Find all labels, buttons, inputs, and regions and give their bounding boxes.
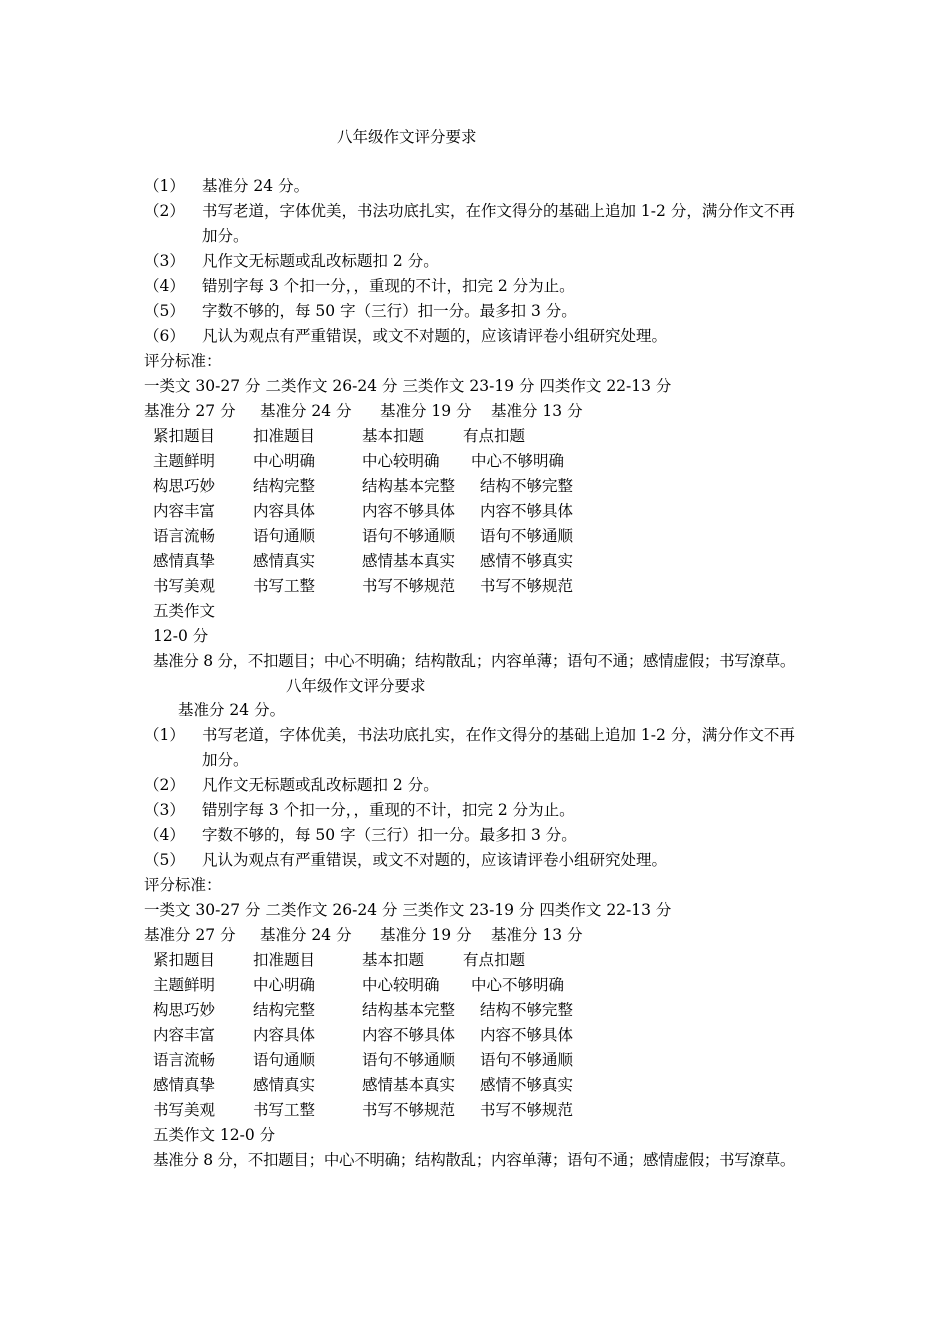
- table-cell: 书写美观: [153, 577, 216, 595]
- item-text: 基准分 24 分。: [202, 177, 310, 195]
- table-row: [153, 1100, 573, 1120]
- section2-base: 基准分 24 分。: [178, 701, 286, 719]
- base-score: 基准分 27 分: [144, 402, 236, 420]
- section1-categories-line: 一类文 30-27 分 二类作文 26-24 分 三类作文 23-19 分 四类作文 22-13 分: [144, 377, 672, 395]
- table-cell: 构思巧妙: [153, 1001, 216, 1019]
- table-cell: 内容丰富: [153, 502, 216, 520]
- table-row: [153, 476, 573, 496]
- item-text: 错别字每 3 个扣一分，，重现的不计，扣完 2 分为止。: [202, 801, 575, 819]
- table-cell: 感情不够真实: [480, 552, 574, 570]
- table-row: [153, 1025, 573, 1045]
- section1-item-6: [144, 326, 667, 346]
- section1-fifth-score: 12-0 分: [153, 627, 209, 645]
- table-cell: 有点扣题: [463, 427, 526, 445]
- base-score: 基准分 27 分: [144, 926, 236, 944]
- table-cell: 扣准题目: [253, 427, 316, 445]
- table-cell: 结构完整: [253, 477, 316, 495]
- table-cell: 书写不够规范: [362, 577, 456, 595]
- section2-categories-line: 一类文 30-27 分 二类作文 26-24 分 三类作文 23-19 分 四类作文 22-13 分: [144, 901, 672, 919]
- table-row: [153, 1000, 573, 1020]
- table-cell: 感情真挚: [153, 1076, 216, 1094]
- section2-item-1: [144, 725, 795, 745]
- section2-fifth-desc: 基准分 8 分，不扣题目；中心不明确；结构散乱；内容单薄；语句不通；感情虚假；书写潦草。: [153, 1151, 796, 1169]
- table-cell: 语言流畅: [153, 1051, 216, 1069]
- table-cell: 书写不够规范: [480, 1101, 574, 1119]
- item-number: （1）: [144, 726, 185, 744]
- table-cell: 语句通顺: [253, 527, 316, 545]
- section2-criteria-label: 评分标准：: [144, 876, 222, 894]
- section1-item-5: [144, 301, 577, 321]
- table-cell: 中心不够明确: [471, 452, 565, 470]
- table-cell: 紧扣题目: [153, 427, 216, 445]
- item-text: 凡作文无标题或乱改标题扣 2 分。: [202, 252, 439, 270]
- table-cell: 内容不够具体: [362, 1026, 456, 1044]
- table-cell: 有点扣题: [463, 951, 526, 969]
- table-cell: 结构基本完整: [362, 477, 456, 495]
- base-score: 基准分 13 分: [491, 402, 583, 420]
- table-cell: 紧扣题目: [153, 951, 216, 969]
- base-score: 基准分 24 分: [260, 402, 352, 420]
- base-score: 基准分 19 分: [380, 402, 472, 420]
- table-cell: 结构不够完整: [480, 477, 574, 495]
- table-cell: 结构完整: [253, 1001, 316, 1019]
- section2-title: 八年级作文评分要求: [286, 677, 426, 695]
- table-cell: 内容丰富: [153, 1026, 216, 1044]
- table-cell: 中心较明确: [362, 976, 440, 994]
- item-number: （1）: [144, 177, 185, 195]
- table-cell: 主题鲜明: [153, 976, 216, 994]
- table-cell: 语句不够通顺: [480, 527, 574, 545]
- section1-item-4: [144, 276, 575, 296]
- table-cell: 感情基本真实: [362, 552, 456, 570]
- base-score: 基准分 19 分: [380, 926, 472, 944]
- section2-item-2: [144, 775, 439, 795]
- table-cell: 书写不够规范: [480, 577, 574, 595]
- section1-item-3: [144, 251, 439, 271]
- table-cell: 主题鲜明: [153, 452, 216, 470]
- table-cell: 语句不够通顺: [480, 1051, 574, 1069]
- table-cell: 语句不够通顺: [362, 1051, 456, 1069]
- table-row: [153, 975, 564, 995]
- section1-fifth-class: 五类作文: [153, 602, 216, 620]
- section2-fifth-line: 五类作文 12-0 分: [153, 1126, 276, 1144]
- table-cell: 内容不够具体: [480, 1026, 574, 1044]
- section1-title: 八年级作文评分要求: [337, 128, 477, 146]
- table-cell: 感情真实: [253, 552, 316, 570]
- table-cell: 语句通顺: [253, 1051, 316, 1069]
- item-number: （5）: [144, 851, 185, 869]
- item-number: （5）: [144, 302, 185, 320]
- item-number: （4）: [144, 826, 185, 844]
- table-row: [153, 1075, 573, 1095]
- table-cell: 书写工整: [253, 577, 316, 595]
- table-row: [153, 526, 573, 546]
- item-text: 凡作文无标题或乱改标题扣 2 分。: [202, 776, 439, 794]
- table-cell: 感情真挚: [153, 552, 216, 570]
- table-cell: 构思巧妙: [153, 477, 216, 495]
- item-text: 错别字每 3 个扣一分，，重现的不计，扣完 2 分为止。: [202, 277, 575, 295]
- item-text: 书写老道，字体优美，书法功底扎实，在作文得分的基础上追加 1-2 分，满分作文不再: [202, 726, 795, 744]
- table-row: [153, 576, 573, 596]
- table-cell: 感情真实: [253, 1076, 316, 1094]
- table-cell: 内容具体: [253, 502, 316, 520]
- item-text: 书写老道，字体优美，书法功底扎实，在作文得分的基础上追加 1-2 分，满分作文不再: [202, 202, 795, 220]
- item-text: 字数不够的，每 50 字（三行）扣一分。最多扣 3 分。: [202, 826, 577, 844]
- base-score: 基准分 24 分: [260, 926, 352, 944]
- table-row: [153, 426, 525, 446]
- item-number: （6）: [144, 327, 185, 345]
- table-row: [153, 1050, 573, 1070]
- section1-base-scores: [144, 401, 583, 421]
- item-number: （2）: [144, 202, 185, 220]
- table-row: [153, 551, 573, 571]
- table-cell: 感情基本真实: [362, 1076, 456, 1094]
- item-number: （3）: [144, 801, 185, 819]
- section1-criteria-label: 评分标准：: [144, 352, 222, 370]
- base-score: 基准分 13 分: [491, 926, 583, 944]
- table-cell: 语句不够通顺: [362, 527, 456, 545]
- table-cell: 中心明确: [253, 976, 316, 994]
- table-row: [153, 451, 564, 471]
- table-cell: 中心较明确: [362, 452, 440, 470]
- item-number: （2）: [144, 776, 185, 794]
- table-cell: 书写工整: [253, 1101, 316, 1119]
- table-cell: 中心明确: [253, 452, 316, 470]
- item-text: 凡认为观点有严重错误，或文不对题的，应该请评卷小组研究处理。: [202, 851, 668, 869]
- table-cell: 结构基本完整: [362, 1001, 456, 1019]
- table-cell: 书写不够规范: [362, 1101, 456, 1119]
- section1-fifth-desc: 基准分 8 分，不扣题目；中心不明确；结构散乱；内容单薄；语句不通；感情虚假；书写潦草。: [153, 652, 796, 670]
- table-cell: 内容具体: [253, 1026, 316, 1044]
- section2-item-3: [144, 800, 575, 820]
- table-cell: 基本扣题: [362, 427, 425, 445]
- section2-item-1-continuation: 加分。: [202, 751, 249, 769]
- item-text: 凡认为观点有严重错误，或文不对题的，应该请评卷小组研究处理。: [202, 327, 668, 345]
- item-text: 字数不够的，每 50 字（三行）扣一分。最多扣 3 分。: [202, 302, 577, 320]
- table-row: [153, 501, 573, 521]
- table-cell: 内容不够具体: [480, 502, 574, 520]
- table-cell: 扣准题目: [253, 951, 316, 969]
- section1-item-2: [144, 201, 795, 221]
- section1-item-2-continuation: 加分。: [202, 227, 249, 245]
- table-cell: 结构不够完整: [480, 1001, 574, 1019]
- section2-item-4: [144, 825, 577, 845]
- item-number: （3）: [144, 252, 185, 270]
- item-number: （4）: [144, 277, 185, 295]
- table-cell: 语言流畅: [153, 527, 216, 545]
- table-row: [153, 950, 525, 970]
- table-cell: 基本扣题: [362, 951, 425, 969]
- section1-item-1: [144, 176, 309, 196]
- table-cell: 中心不够明确: [471, 976, 565, 994]
- section2-item-5: [144, 850, 667, 870]
- section2-base-scores: [144, 925, 583, 945]
- table-cell: 内容不够具体: [362, 502, 456, 520]
- table-cell: 书写美观: [153, 1101, 216, 1119]
- table-cell: 感情不够真实: [480, 1076, 574, 1094]
